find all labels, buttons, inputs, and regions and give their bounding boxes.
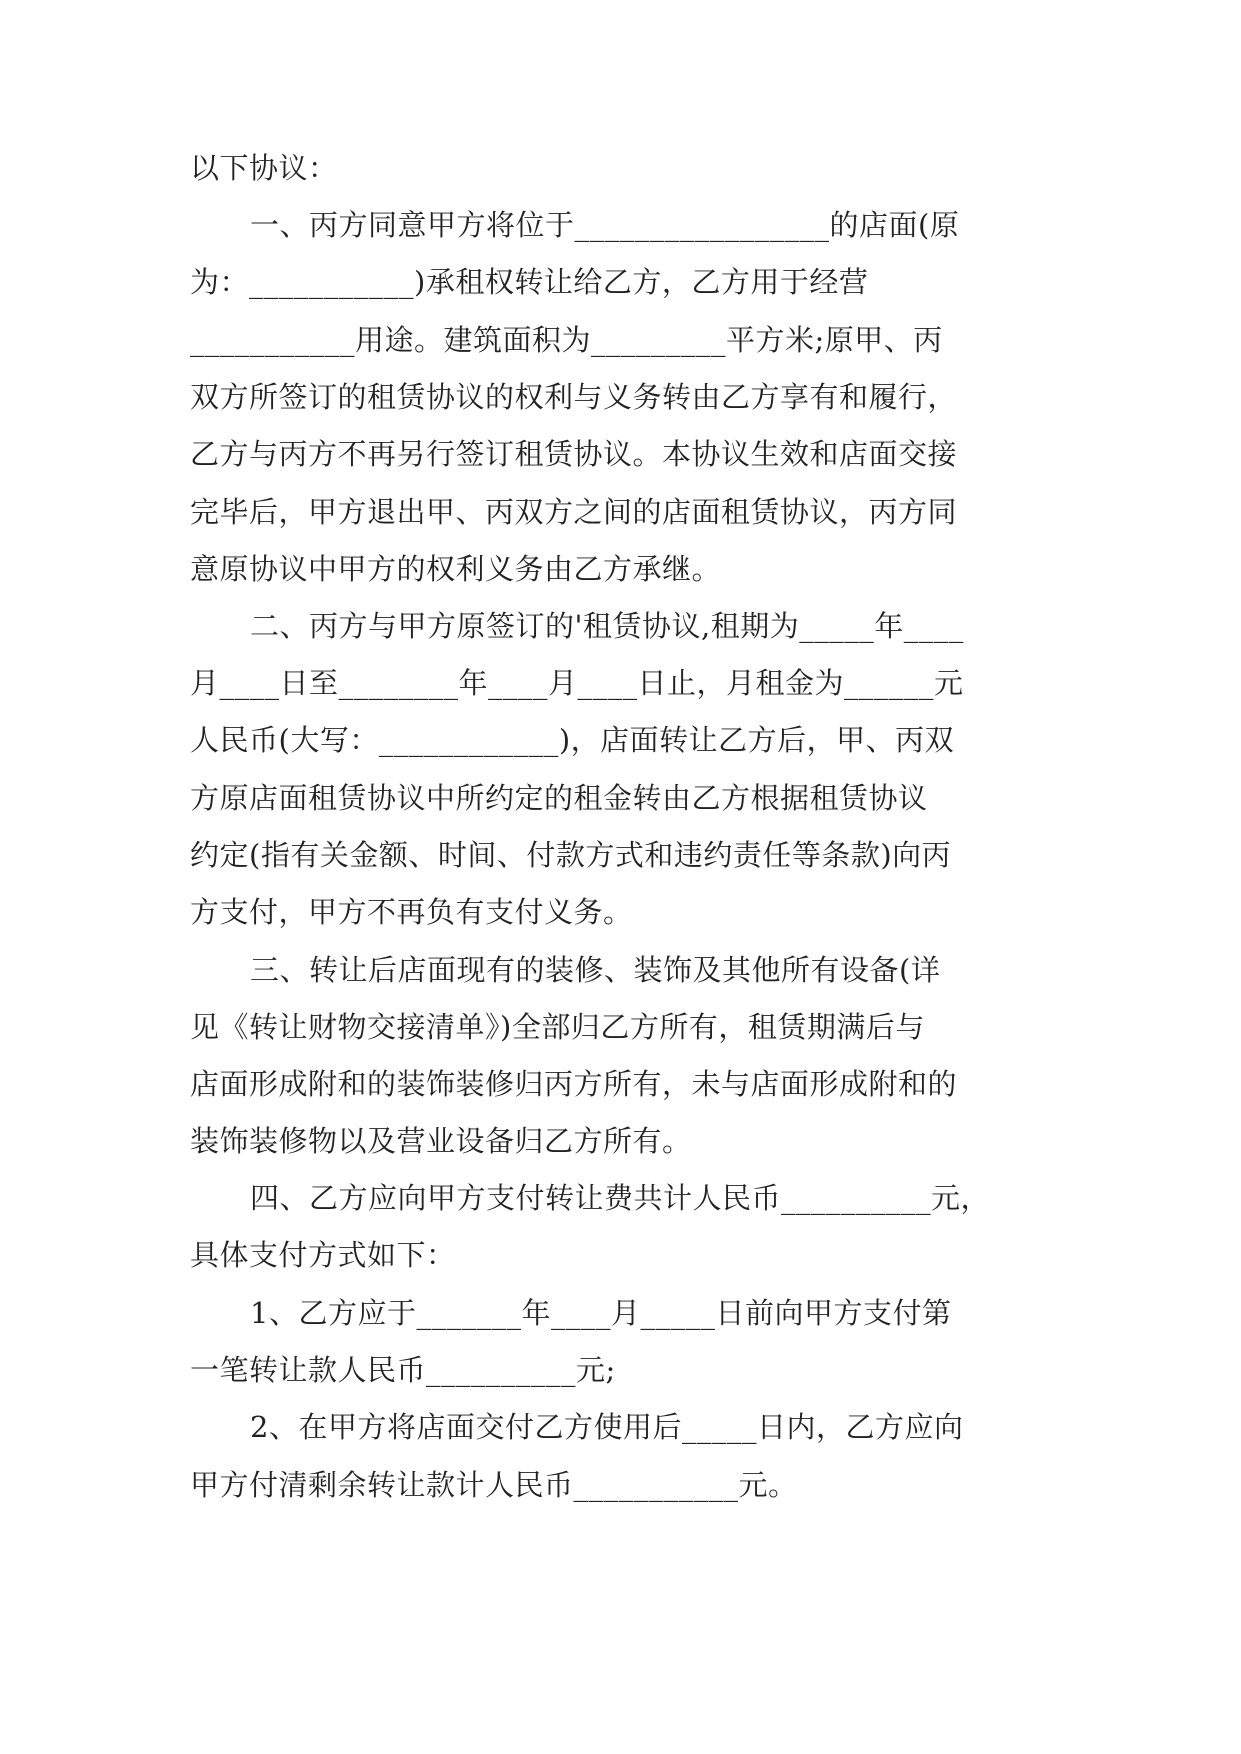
text-line-10: 月____日至________年____月____日止，月租金为______元: [190, 666, 964, 700]
text-line-2: 一、丙方同意甲方将位于_________________的店面(原: [250, 208, 960, 242]
text-line-16: 见《转让财物交接清单》)全部归乙方所有，租赁期满后与: [190, 1010, 925, 1044]
text-line-5: 双方所签订的租赁协议的权利与义务转由乙方享有和履行，: [190, 380, 958, 414]
text-line-19: 四、乙方应向甲方支付转让费共计人民币__________元，: [250, 1181, 991, 1215]
text-line-7: 完毕后，甲方退出甲、丙双方之间的店面租赁协议，丙方同: [190, 495, 958, 529]
text-line-20: 具体支付方式如下：: [190, 1238, 456, 1272]
text-line-17: 店面形成附和的装饰装修归丙方所有，未与店面形成附和的: [190, 1067, 958, 1101]
text-line-11: 人民币(大写：____________)，店面转让乙方后，甲、丙双: [190, 723, 955, 757]
text-line-21: 1、乙方应于_______年____月_____日前向甲方支付第: [250, 1296, 952, 1330]
text-line-13: 约定(指有关金额、时间、付款方式和违约责任等条款)向丙: [190, 838, 952, 872]
text-line-24: 甲方付清剩余转让款计人民币___________元。: [190, 1468, 798, 1502]
text-line-1: 以下协议：: [190, 151, 338, 185]
text-line-22: 一笔转让款人民币__________元;: [190, 1353, 616, 1387]
text-line-3: 为：___________)承租权转让给乙方，乙方用于经营: [190, 265, 869, 299]
text-line-4: ___________用途。建筑面积为_________平方米;原甲、丙: [190, 323, 943, 357]
text-line-6: 乙方与丙方不再另行签订租赁协议。本协议生效和店面交接: [190, 437, 958, 471]
text-line-15: 三、转让后店面现有的装修、装饰及其他所有设备(详: [250, 953, 941, 987]
text-line-9: 二、丙方与甲方原签订的'租赁协议,租期为_____年____: [250, 609, 964, 643]
text-line-8: 意原协议中甲方的权利义务由乙方承继。: [190, 552, 722, 586]
text-line-12: 方原店面租赁协议中所约定的租金转由乙方根据租赁协议: [190, 781, 928, 815]
text-line-18: 装饰装修物以及营业设备归乙方所有。: [190, 1124, 692, 1158]
text-line-23: 2、在甲方将店面交付乙方使用后_____日内，乙方应向: [250, 1410, 964, 1444]
text-line-14: 方支付，甲方不再负有支付义务。: [190, 895, 633, 929]
